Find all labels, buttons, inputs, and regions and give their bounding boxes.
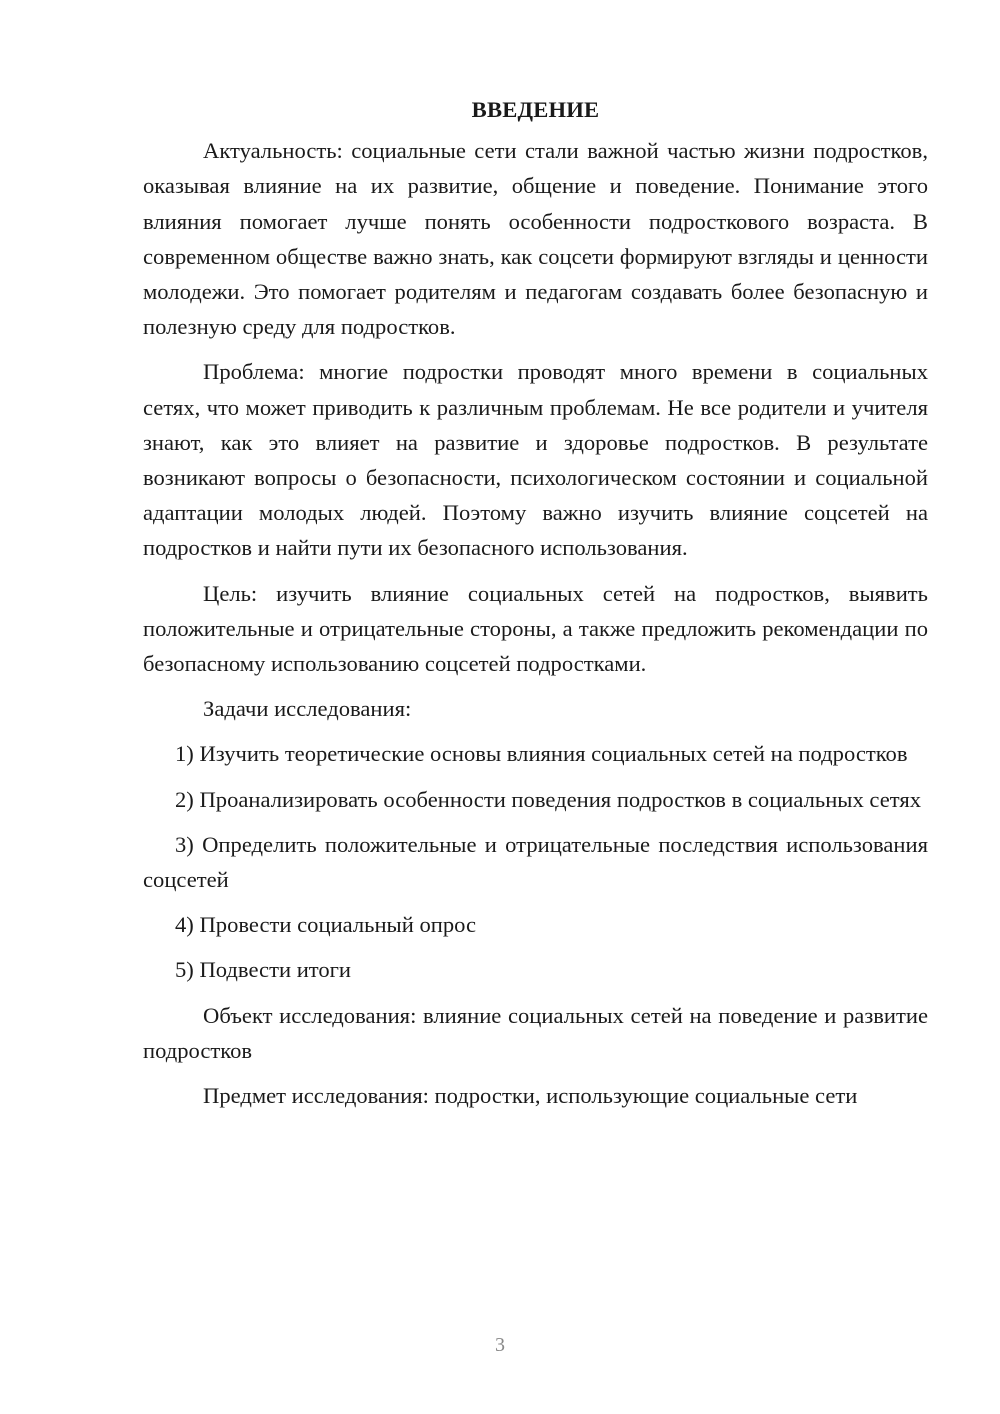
document-page (143, 92, 928, 1123)
paragraph-relevance: Актуальность: социальные сети стали важной частью жизни подростков, оказывая влияние на их развитие, общение и поведение. Понимание этого влияния помогает лучше понять особенности подросткового возраста. В современном обществе важно знать, как соцсети формируют взгляды и ценности молодежи. Это помогает родителям и педагогам создавать более безопасную и полезную среду для подростков. (143, 138, 928, 340)
paragraph-goal: Цель: изучить влияние социальных сетей на подростков, выявить положительные и отрицательные стороны, а также предложить рекомендации по безопасному использованию соцсетей подростками. (143, 580, 928, 677)
task-item: 4) Провести социальный опрос (175, 912, 477, 938)
page-number: 3 (495, 1334, 505, 1356)
section-title: ВВЕДЕНИЕ (471, 97, 600, 122)
paragraph-tasks-heading: Задачи исследования: (203, 696, 412, 722)
task-item: 5) Подвести итоги (175, 957, 352, 983)
paragraph-object: Объект исследования: влияние социальных сетей на поведение и развитие подростков (143, 1002, 928, 1063)
task-item: 3) Определить положительные и отрицательные последствия использования соцсетей (143, 831, 928, 893)
paragraph-problem: Проблема: многие подростки проводят много времени в социальных сетях, что может приводить к различным проблемам. Не все родители и учителя знают, как это влияет на развитие и здоровье подростков. В результате возникают вопросы о безопасности, психологическом состоянии и социальной адаптации молодых людей. Поэтому важно изучить влияние соцсетей на подростков и найти пути их безопасного использования. (143, 359, 928, 561)
task-item: 2) Проанализировать особенности поведения подростков в социальных сетях (175, 786, 922, 812)
task-item: 1) Изучить теоретические основы влияния социальных сетей на подростков (175, 741, 908, 767)
paragraph-subject: Предмет исследования: подростки, использующие социальные сети (203, 1083, 858, 1109)
